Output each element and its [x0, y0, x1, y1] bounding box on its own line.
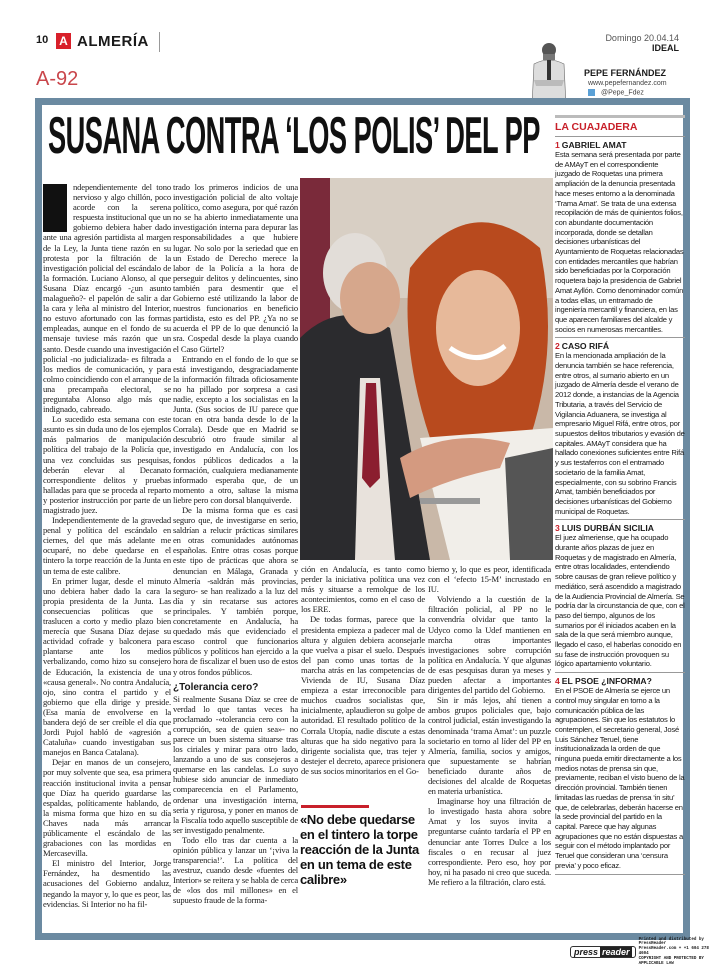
- article-column-1: [43, 182, 171, 939]
- paragraph: Volviendo a la cuestión de la filtración policial, al PP no le convendría olvidar que tanto la Udyco como la Udef mantienen en marcha otras importantes investigaciones sobre corrupción política en Andalucía. Y que algunas de esas pesquisas duran ya meses y pueden afectar a importantes dirigentes del partido del Gobierno.: [428, 594, 551, 696]
- author-name: PEPE FERNÁNDEZ: [584, 68, 667, 78]
- column-name: A-92: [36, 68, 79, 90]
- item-number: 1: [555, 140, 560, 150]
- issue-date: Domingo 20.04.14: [605, 33, 679, 43]
- dropcap: [43, 184, 67, 232]
- paragraph: Dejar en manos de un consejero, por muy solvente que sea, esa primera reacción institucional invita a pensar que Díaz ha querido guardarse las espaldas, políticamente hablando, de la misma forma que hizo en su día Chaves nada más arrancar públicamente el escándalo de las grabaciones con las mordidas en Mercasevilla.: [43, 757, 171, 859]
- notice-line: Printed and distributed by PressReader: [638, 937, 704, 947]
- logo-part: reader: [602, 947, 630, 957]
- notice-line: PressReader.com + +1 604 278 4604: [638, 947, 709, 956]
- paragraph: De todas formas, parece que la presidenta empieza a padecer mal de altura y alguien debiera aconsejarle que vuelva a pisar el suelo. Después del pan como unas tortas de la marcha atrás en las competencias de Vivienda de IU, Susana Díaz empieza a estar irreconocible para muchos cuadros socialistas que, inicialmente, aplaudieron su golpe de autoridad. El resultado político de la Corrala Utopía, nadie discute a estas alturas que ha sido negativo para la dirigente socialista que, tras tejer y destejer el decreto, aparece prisionera de sus socios minoritarios en el Go-: [301, 614, 425, 776]
- pull-quote-rule: [301, 805, 369, 808]
- author-twitter[interactable]: [588, 89, 644, 96]
- item-body: El juez almeriense, que ha ocupado durante años plazas de juez en Roquetas y de magistrado en Almería, entre otras localidades, entendiendo sobre causas de gran relieve político y mediático, será ascendido a magistrado de la Audiencia Provincial de Almería. Se podría dar la circunstancia de que, con el paso del tiempo, algunos de los sumarios por él iniciados acaben en la sala de la que será miembro aunque, llegado el caso, el haberlas conocido en su fase de instrucción provoquen su lógico apartamiento voluntario.: [555, 533, 685, 669]
- article-column-4: [428, 564, 551, 939]
- headline: SUSANA CONTRA ‘LOS POLIS’ DEL PP: [48, 107, 540, 165]
- paragraph: bierno y, lo que es peor, identificada con el ‘efecto 15-M’ incrustado en IU.: [428, 564, 551, 595]
- item-heading: GABRIEL AMAT: [561, 140, 627, 150]
- paragraph: De la misma forma que es casi seguro que, de investigarse en serio, saldrían a relucir prácticas similares en otras comunidades autónomas españolas. Entre otras cosas porque este tipo de prácticas que ahora se denuncian en Málaga, Granada y Almería -saldrán más provincias, seguro- se han realizado a la luz del día y sin recatarse sus actores principales. Y también porque, concretamente en Andalucía, ha quedado más que evidenciado el escaso control que funcionarios públicos y políticos han ejercido a la hora de fiscalizar el buen uso de estos y otros fondos públicos.: [173, 505, 298, 677]
- paragraph: Lo sucedido esta semana con este asunto es sin duda uno de los ejemplos más palmarios de manipulación política del trabajo de la Policía que, una vez concluidas sus pesquisas, deberán elevar al Decanato correspondiente delitos y pruebas halladas para que se proceda al reparto y posterior instrucción por parte de un magistrado juez.: [43, 414, 171, 515]
- item-heading: CASO RIFÁ: [561, 341, 610, 352]
- author-twitter-handle: @Pepe_Fdez: [601, 89, 644, 97]
- paragraph: trado los primeros indicios de una investigación policial de alto voltaje político, como asegura, por qué razón no se ha abierto inmediatamente una investigación interna para depurar las responsabilidades a que hubiere lugar. No solo por la seriedad que en un Estado de Derecho merece la labor de la Policía a la hora de perseguir delitos y delincuentes, sino también para desmentir que el Gobierno esté utilizando la labor de nuestros funcionarios en beneficio partidista, esto es del PP. ¿Ya no se acuerda el PP de lo que denunció la sra. Cospedal desde la playa cuando el Caso Gürtel?: [173, 182, 298, 354]
- pressreader-logo: [570, 946, 636, 958]
- item-number: 4: [555, 676, 560, 687]
- item-body: En la mencionada ampliación de la denuncia también se hace referencia, entre otros, al sumario abierto en un juzgado de Almería desde el verano de 2012 donde, a instancias de la Agencia Tributaria, a través del Servicio de Vigilancia Aduanera, se investiga al empresario Miguel Rifá, entre otros, por supuestos delitos tributarios y evasión de capitales. AMAyT considera que ha hallado conexiones suficientes entre Rifá y sus testaferros con el entramado societario de la familia Amat, especialmente, con su sobrino Francis Amat, también beneficiados por decisiones urbanísticas del Gobierno municipal de Roquetas.: [555, 351, 685, 516]
- paragraph: En primer lugar, desde el minuto uno debiera haber dado la cara la propia presidenta de la Junta. Las consecuencias políticas que se traslucen a corto y medio plazo bien merecía que Susana Díaz dejase su actividad cofrade y balconera para plantarse ante los medios verbalizando, como hizo su consejero de Educación, la existencia de una «causa general». No contra Andalucía, ojo, sino contra el partido y el gobierno que ella dirige y preside. (Esa manía de envolverse en la bandera dejó de ser creíble el día que Jordi Pujol habló de «agresión a Cataluña» cuando investigaban sus manejos en Banca Catalana).: [43, 575, 171, 758]
- notice-line: COPYRIGHT AND PROTECTED BY APPLICABLE LAW: [638, 956, 704, 966]
- author-website[interactable]: www.pepefernandez.com: [588, 80, 667, 87]
- paragraph: Imaginarse hoy una filtración de lo investigado hasta ahora sobre Amat y los suyos invita a preguntarse cuánto tardaría el PP en denunciar ante Torres Dulce a los fiscales o en recusar al juez correspondiente. Pero eso, hoy por hoy, ni ha pasado ni creo que suceda. Me refiero a la filtración, claro está.: [428, 796, 551, 887]
- item-body: En el PSOE de Almería se ejerce un control muy singular en torno a la comunicación pública de las agrupaciones. Sin que los estatutos lo contemplen, el secretario general, José Luis Sánchez Teruel, tiene institucionalizada la orden de que ninguna pueda emitir directamente a los medios notas de prensa sin que, previamente, reciban el visto bueno de la dirección provincial. También tienen limitadas las ruedas de prensa ‘in situ’ que, de celebrarlas, deberán hacerse en la sede provincial del partido en la capital. Parece que hay algunas agrupaciones que no están dispuestas a seguir con el método implantado por Teruel que consideran una ‘censura previa’ y poco eficaz.: [555, 686, 685, 870]
- item-number: 2: [555, 341, 560, 352]
- sidebar-item: [555, 338, 685, 520]
- item-heading: LUIS DURBÁN SICILIA: [561, 523, 654, 534]
- section-logo: A: [56, 33, 71, 49]
- paragraph: Sin ir más lejos, ahí tienen a ambos grupos policiales que, bajo control judicial, están investigando la denominada ‘trama Amat’: un puzzle societario en torno al líder del PP en Almería, familia, socios y amigos, que supuestamente se habrían beneficiado durante años de decisiones del alcalde de Roquetas en materia urbanística.: [428, 695, 551, 797]
- newspaper-name: IDEAL: [652, 43, 679, 53]
- author-photo: [528, 40, 570, 106]
- page-number: 10: [36, 34, 49, 46]
- sidebar-la-cuajadera: [555, 115, 685, 875]
- item-body: Esta semana será presentada por parte de AMAyT en el correspondiente juzgado de Roquetas una primera ampliación de la denuncia presentada hace meses entorno a la denominada ‘Trama Amat’. Se trata de una extensa recopilación de más de quinientos folios, con abundante documentación incorporada, donde se detallan decisiones urbanísticas del Ayuntamiento de Roquetas relacionadas con entidades mercantiles que habrían sido beneficiadas por la Corporación roquetera bajo la presidencia de Gabriel Amat Ayllón. Como denominador común a todas ellas, un entramado de ingeniería mercantil y financiera, en las que aparecen familiares del alcalde y socios en numerosas mercantiles.: [555, 150, 684, 334]
- article-photo: [300, 178, 553, 560]
- logo-part: press: [574, 947, 599, 957]
- article-column-3: [301, 564, 425, 800]
- paragraph: Independientemente de la gravedad penal y política del escándalo en ciernes, del que más adelante me ocuparé, no debe quedarse en el tintero la torpe reacción de la Junta en un tema de este calibre.: [43, 515, 171, 576]
- sidebar-item: [555, 673, 685, 874]
- paragraph: ción en Andalucía, es tanto como perder la iniciativa política una vez más y situarse a remolque de los acontecimientos, como en el caso de los ERE.: [301, 564, 425, 615]
- twitter-icon: [588, 89, 595, 96]
- pull-quote: «No debe quedarse en el tintero la torpe reacción de la Junta en un tema de este calibre»: [300, 812, 419, 887]
- sidebar-title: LA CUAJADERA: [555, 118, 685, 137]
- subheading: ¿Tolerancia cero?: [173, 681, 259, 693]
- item-number: 3: [555, 523, 560, 534]
- item-heading: EL PSOE ¿INFORMA?: [561, 676, 652, 687]
- sidebar-item: [555, 520, 685, 673]
- pressreader-footer[interactable]: [570, 937, 721, 966]
- article-column-2: [173, 182, 298, 939]
- paragraph: El ministro del Interior, Jorge Fernández, ha desmentido las acusaciones del Gobierno andaluz, negando la mayor y, lo que es peor, las evidencias. Si Interior no ha fil-: [43, 858, 171, 909]
- paragraph: Entrando en el fondo de lo que se está investigando, desgraciadamente la información filtrada oficiosamente no ha pillado por sorpresa a casi nadie, excepto a los socialistas en la Junta. (Sus socios de IU parece que tocan en otra banda desde lo de la Corrala). Desde que en Madrid se descubrió otro fraude similar al investigado en Andalucía, con los fondos públicos dedicados a la formación, cualquiera medianamente informado esperaba que, de un momento a otro, saltase la misma liebre pero con dorsal blanquiverde.: [173, 353, 298, 505]
- section-divider: [159, 32, 160, 52]
- pressreader-notice: [639, 938, 721, 966]
- paragraph: Si realmente Susana Díaz se cree de verdad lo que tantas veces ha proclamado -«tolerancia cero con la corrupción, sea de quien sea»- no parece un buen sistema situarse tras los ciriales y mirar para otro lado, lanzando a uno de sus consejeros a quemarse en las candelas. Lo suyo hubiese sido anunciar de inmediato comparecencia en el Parlamento, ordenar una investigación interna, seria y rigurosa, y poner en manos de la Fiscalía todo aquello susceptible de ser investigado penalmente.: [173, 693, 298, 835]
- paragraph: ndependientemente del tono nervioso y algo chillón, poco acorde con la serena respuesta institucional que un gobierno debiera haber dado ante una agresión partidista al margen de la Ley, la Junta tiene razón en su protesta por la filtración de la investigación policial del escándalo de la formación. Luciano Alonso, al que Susana Díaz encargó -¿un asunto malagueño?- el papelón de salir a dar la cara y leña al ministro del Interior, no estuvo afortunado con las formas empleadas, aunque en el fondo de su mensaje tuviese más razón que un santo. Desde cuando una investigación policial -no judicializada- es filtrada a los medios de comunicación, y para colmo coincidiendo con el arranque de una precampaña electoral, se preguntaba Alonso algo más que indignado, cabreado.: [43, 182, 171, 415]
- sidebar-item: [555, 137, 685, 338]
- section-name: ALMERÍA: [77, 33, 149, 50]
- paragraph: Todo ello tras dar cuenta a la opinión pública y lanzar un ‘¡viva la transparencia!’. La política del avestruz, cuando desde «fuentes del Interior» se reitera y se habla de cerca de «los dos mil millones» en el supuesto fraude de la forma-: [173, 834, 298, 906]
